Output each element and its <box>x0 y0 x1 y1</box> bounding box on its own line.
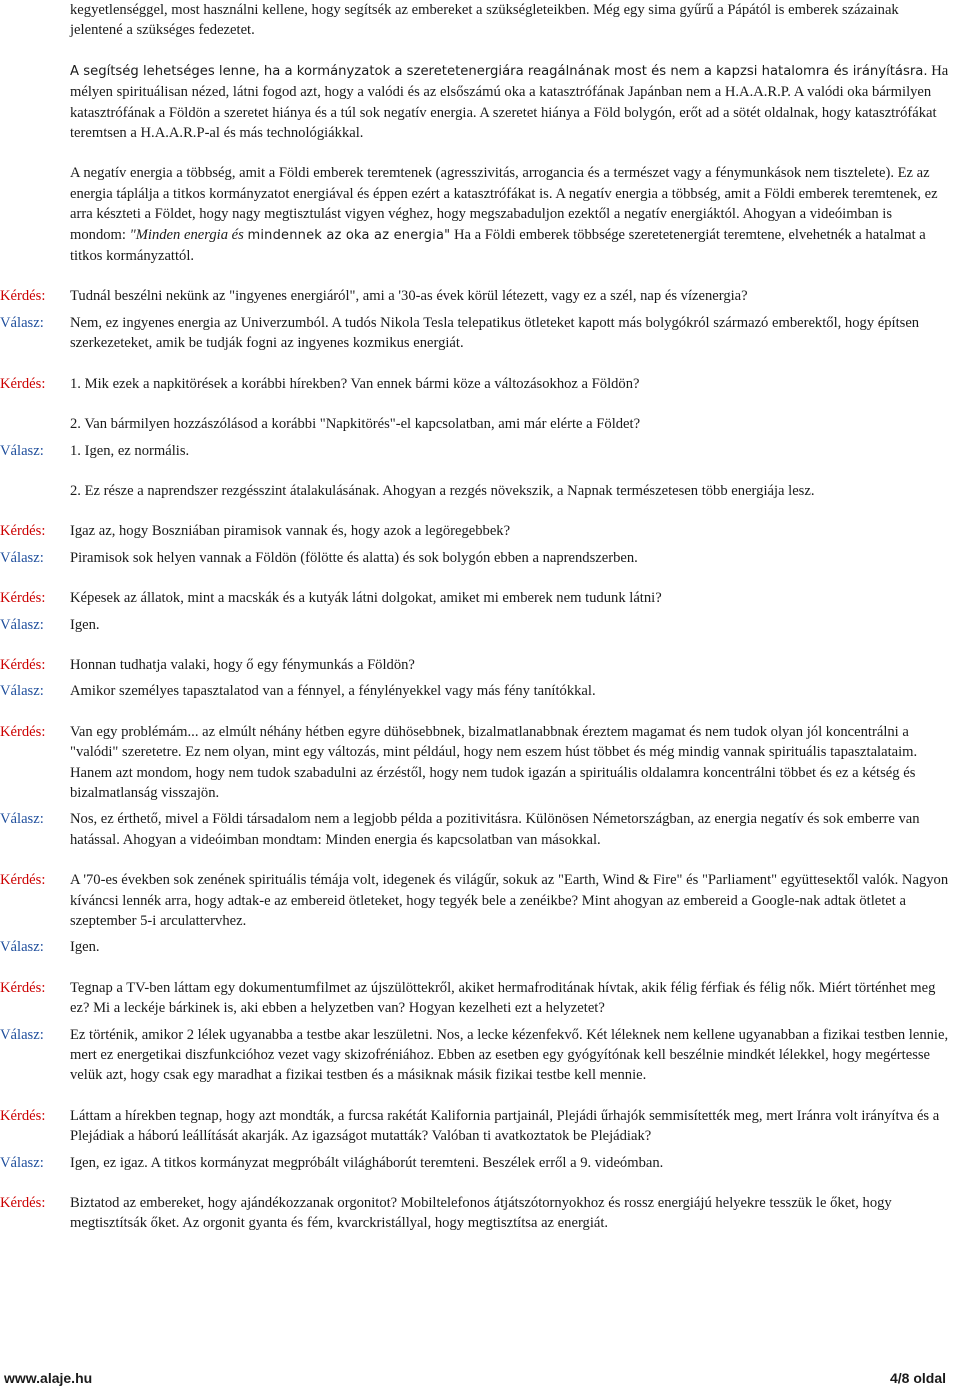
intro-p3-b: Ez az energia táplálja a titkos kormányzatot energiával és éppen ezért a katasztrófákat is. <box>70 165 930 202</box>
answer-block <box>0 681 960 701</box>
answer-label: Válasz: <box>0 314 44 331</box>
answer-label: Válasz: <box>0 616 44 633</box>
question-label: Kérdés: <box>0 872 46 889</box>
question-block <box>0 978 960 1019</box>
intro-paragraph-1: kegyetlenséggel, most használni kellene, hogy segítsék az embereket a szükségleteikben. Még egy sima gyűrű a Pápától is emberek százainak jelentené a szükséges fedezetet. <box>70 2 899 39</box>
answer-label: Válasz: <box>0 811 44 828</box>
answer-label: Válasz: <box>0 939 44 956</box>
answer-label: Válasz: <box>0 1026 44 1043</box>
question-line: 1. Mik ezek a napkitörések a korábbi hírekben? Van ennek bármi köze a változásokhoz a Földön? <box>70 375 640 392</box>
question-line: Biztatod az embereket, hogy ajándékozzanak orgonitot? Mobiltelefonos átjátszótornyokhoz és rossz energiájú helyekre tesszük le őket, hogy megtisztítsák őket. Az orgonit gyanta és fém, kvarckristállyal, hogy megtisztítsa az energiát. <box>70 1195 892 1232</box>
answer-label: Válasz: <box>0 1154 44 1171</box>
answer-block <box>0 809 960 850</box>
answer-line: Amikor személyes tapasztalatod van a fénnyel, a fénylényekkel vagy más fény tanítókkal. <box>70 683 596 700</box>
intro-paragraph-2 <box>70 61 950 144</box>
question-line: Van egy problémám... az elmúlt néhány hétben egyre dühösebbnek, bizalmatlanabbnak éreztem magamat és nem tudok olyan jól koncentrálni a "valódi" szeretetre. Ez nem olyan, mint egy változás, mint például, hogy nem eszem húst többet és még mindig vannak spirituális tapasztalataim. Hanem azt mondom, hogy nem tudok szabadulni az érzéstől, hogy nem tudok igazán a spirituális oldalamra koncentrálni többet és ez a kétség és bizalmatlanság visszajön. <box>70 723 918 801</box>
answer-label: Válasz: <box>0 549 44 566</box>
page-footer <box>4 1368 946 1388</box>
answer-text <box>70 681 952 701</box>
intro-section <box>0 0 960 266</box>
answer-block <box>0 1025 960 1086</box>
question-text <box>70 521 952 541</box>
answer-text <box>70 548 952 568</box>
question-text <box>70 374 952 435</box>
question-block <box>0 722 960 804</box>
question-label: Kérdés: <box>0 1107 46 1124</box>
answer-line: Igen, ez igaz. A titkos kormányzat megpróbált világháborút teremteni. Beszélek erről a 9. videómban. <box>70 1154 664 1171</box>
question-line: Igaz az, hogy Boszniában piramisok vannak és, hogy azok a legöregebbek? <box>70 523 511 540</box>
answer-text <box>70 441 952 502</box>
question-block <box>0 1193 960 1234</box>
question-line: Tudnál beszélni nekünk az "ingyenes energiáról", ami a '30-as évek körül létezett, vagy ez a szél, nap és vízenergia? <box>70 288 748 305</box>
intro-paragraph-3 <box>70 163 950 266</box>
question-line: Láttam a hírekben tegnap, hogy azt mondták, a furcsa rakétát Kalifornia partjainál, Plejádi űrhajók semmisítették meg, mert Iránra volt irányítva és a Plejádiak a háború leállítását akarják. Az igazságot mutatták? Valóban ti avatkoztatok be Plejádiak? <box>70 1107 940 1145</box>
question-text <box>70 1106 952 1147</box>
answer-line: Nos, ez érthető, mivel a Földi társadalom nem a legjobb példa a pozitivitásra. Különösen Németországban, az energia negatív és sok emberre van hatással. Ahogyan a videóimban mondtam: Minden energia és kapcsolatban van másokkal. <box>70 811 920 848</box>
question-block <box>0 655 960 675</box>
question-text <box>70 978 952 1019</box>
question-line: Honnan tudhatja valaki, hogy ő egy fénymunkás a Földön? <box>70 656 415 673</box>
question-label: Kérdés: <box>0 590 46 607</box>
intro-p3-c: A negatív energia a többség, amit a Földi emberek teremtenek, ez arra készteti a Földet, hogy nagy megtisztulást vigyen véghez, hogy megszabaduljon ezektől a negatív energiáktól. Ahogyan a videóimban is mondom: <box>70 185 938 243</box>
answer-line: Igen. <box>70 939 100 956</box>
answer-block <box>0 313 960 354</box>
answer-block <box>0 615 960 635</box>
question-text <box>70 870 952 931</box>
answer-text <box>70 313 952 354</box>
qa-list <box>0 286 960 1233</box>
answer-line: 1. Igen, ez normális. <box>70 442 190 459</box>
answer-line: Piramisok sok helyen vannak a Földön (fölötte és alatta) és sok bolygón ebben a naprendszerben. <box>70 549 638 566</box>
intro-p3-a: A negatív energia a többség, amit a Földi emberek teremtenek (agresszivitás, arrogancia és a természet vagy a fénymunkások nem tisztelete). <box>70 165 894 182</box>
footer-site-link[interactable]: www.alaje.hu <box>4 1370 93 1386</box>
answer-block <box>0 441 960 502</box>
question-line: 2. Van bármilyen hozzászólásod a korábbi "Napkitörés"-el kapcsolatban, ami már elérte a Földet? <box>70 416 641 433</box>
intro-p3-quote: "Minden energia és <box>129 226 244 243</box>
question-text <box>70 588 952 608</box>
answer-text <box>70 1153 952 1173</box>
question-text <box>70 1193 952 1234</box>
question-text <box>70 655 952 675</box>
question-block <box>0 286 960 306</box>
question-label: Kérdés: <box>0 523 46 540</box>
question-line: A '70-es években sok zenének spirituális témája volt, idegenek és világűr, sokuk az "Earth, Wind & Fire" és "Parliament" együttesektől valók. Nagyon kíváncsi lennék arra, hogy adtak-e az embereid ötleteket, hogy tegyék bele a zenéikbe? Mint ahogyan az embereid a Google-nak adtak ötletet a szeptember 5-i arculattervhez. <box>70 872 949 929</box>
question-text <box>70 286 952 306</box>
question-block <box>0 588 960 608</box>
intro-p2-end: A valódi oka bármilyen katasztrófának a Földön a szeretet hiánya és a túl sok negatív energia. A szeretet hiánya a Föld bolygón, erőt ad a sötét oldalnak, hogy katasztrófákat teremtsen a H.A.A.R.P-al és más technológiákkal. <box>70 84 937 142</box>
question-label: Kérdés: <box>0 723 46 740</box>
question-line: Képesek az állatok, mint a macskák és a kutyák látni dolgokat, amiket mi emberek nem tudunk látni? <box>70 590 662 607</box>
answer-text <box>70 809 952 850</box>
footer-page-number: 4/8 oldal <box>889 1370 946 1386</box>
question-block <box>0 870 960 931</box>
answer-label: Válasz: <box>0 442 44 459</box>
answer-line: Nem, ez ingyenes energia az Univerzumból. A tudós Nikola Tesla telepatikus ötleteket kapott más bolygókról származó emberektől, hogy építsen szerkezeteket, amik be tudják fogni az ingyenes kozmikus energiát. <box>70 314 920 352</box>
question-label: Kérdés: <box>0 375 46 392</box>
question-label: Kérdés: <box>0 979 46 996</box>
answer-block <box>0 937 960 957</box>
answer-block <box>0 548 960 568</box>
answer-text <box>70 1025 952 1086</box>
answer-text <box>70 937 952 957</box>
intro-p3-quote-end: mindennek az oka az energia" <box>247 227 451 243</box>
answer-label: Válasz: <box>0 683 44 700</box>
answer-block <box>0 1153 960 1173</box>
answer-line: 2. Ez része a naprendszer rezgésszint átalakulásának. Ahogyan a rezgés növekszik, a Napnak természetesen több energiája lesz. <box>70 482 815 499</box>
intro-p2-lead: A segítség lehetséges lenne, ha a kormányzatok a szeretetenergiára reagálnának most és nem a kapzsi hatalomra és irányításra. <box>70 63 928 79</box>
intro-p3-e: Ha a Földi emberek többsége szeretetenergiát teremtene, elvehetnék a hatalmat a titkos kormányzattól. <box>70 226 926 265</box>
intro-p2-mid: Ha mélyen spirituálisan nézed, látni fogod azt, hogy a valódi és az elsőszámú oka a katasztrófának Japánban nem a H.A.A.R.P. <box>70 62 949 101</box>
question-text <box>70 722 952 804</box>
question-label: Kérdés: <box>0 1195 46 1212</box>
answer-line: Ez történik, amikor 2 lélek ugyanabba a testbe akar leszületni. Nos, a lecke kézenfekvő. Két léleknek nem kellene ugyanabban a fizikai testben lennie, mert ez energetikai diszfunkcióhoz vezet vagy skizofréniához. Ebben az esetben egy gyógyítónak kell beszélnie mindkét lélekkel, hogy megértesse velük azt, hogy csak egy maradhat a fizikai testben és a másiknak másik fizikai testbe kell mennie. <box>70 1026 949 1084</box>
question-label: Kérdés: <box>0 656 46 673</box>
question-block <box>0 521 960 541</box>
question-block <box>0 374 960 435</box>
question-line: Tegnap a TV-ben láttam egy dokumentumfilmet az újszülöttekről, akiket hermafroditának hívtak, akik félig férfiak és félig nők. Miért történhet meg ez? Mi a leckéje bárkinek is, aki ebben a helyzetben van? Hogyan kezelheti ezt a helyzetet? <box>70 979 936 1017</box>
question-block <box>0 1106 960 1147</box>
answer-text <box>70 615 952 635</box>
answer-line: Igen. <box>70 616 100 633</box>
question-label: Kérdés: <box>0 288 46 305</box>
